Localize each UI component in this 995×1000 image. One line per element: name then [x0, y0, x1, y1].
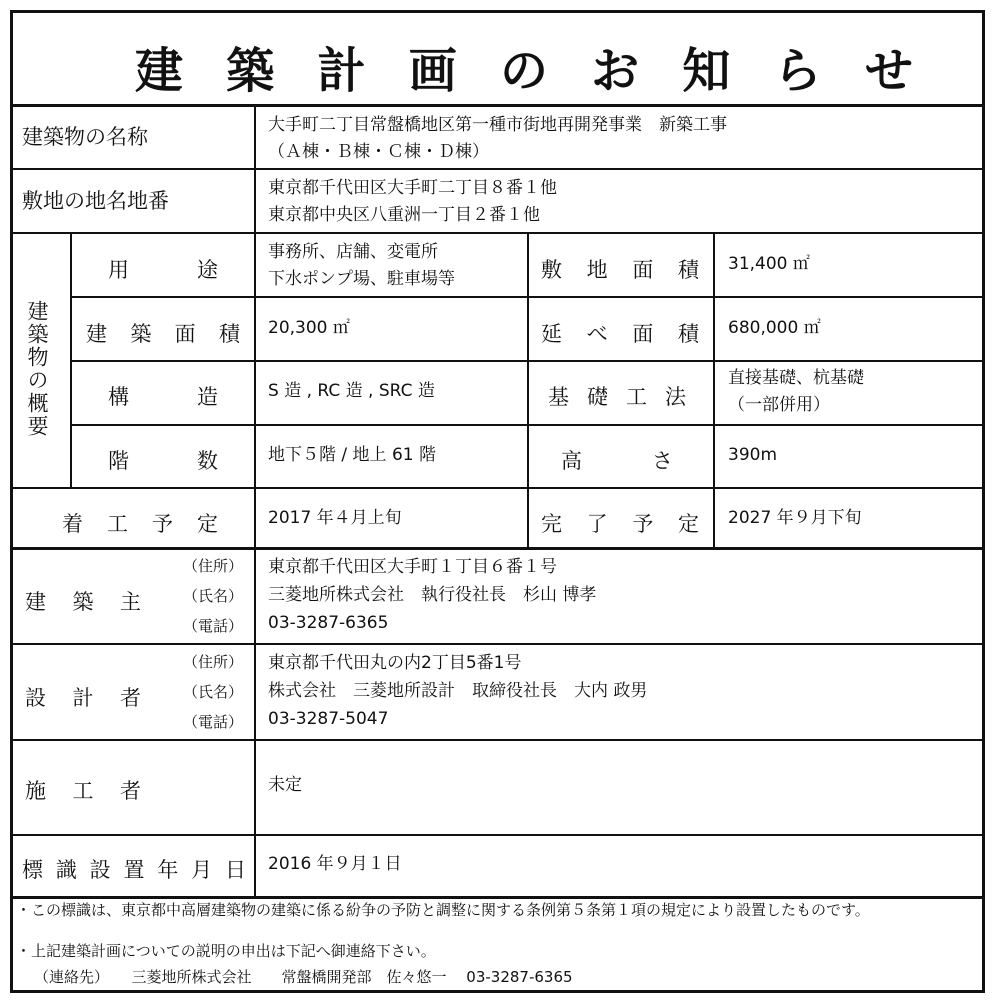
site-area-value: 31,400 ㎡: [728, 254, 810, 274]
site-area-label-char: 積: [677, 258, 699, 282]
note-2: ・上記建築計画についての説明の申出は下記へ御連絡下さい。: [16, 942, 436, 960]
floors-label: [108, 445, 218, 475]
foundation-value-line1: 直接基礎、杭基礎: [728, 368, 864, 388]
page-title: [135, 32, 913, 101]
total-floor-area-label-char: べ: [586, 322, 608, 346]
use-label-char: 用: [108, 258, 129, 282]
site-address-label: 敷地の地名地番: [22, 189, 169, 213]
owner-label: [25, 586, 141, 616]
page-title-char: の: [499, 43, 548, 99]
designer-label-char: 者: [120, 686, 141, 710]
page-title-char: ら: [773, 43, 822, 99]
page-title-char: 画: [408, 43, 457, 99]
contractor-value: 未定: [268, 775, 302, 795]
end-schedule-label-char: 予: [632, 512, 654, 536]
building-area-value: 20,300 ㎡: [268, 318, 350, 338]
building-name-value-line1: 大手町二丁目常盤橋地区第一種市街地再開発事業 新築工事: [268, 115, 727, 135]
foundation-label-char: 礎: [587, 385, 608, 409]
divider: [10, 547, 985, 550]
start-schedule-label-char: 工: [107, 512, 128, 536]
end-schedule-value: 2027 年９月下旬: [728, 508, 862, 528]
use-value-line1: 事務所、店舗、変電所: [268, 242, 438, 262]
divider: [254, 104, 256, 896]
total-floor-area-label: [541, 318, 699, 348]
end-schedule-label: [541, 508, 699, 538]
sign-date-label-char: 標: [22, 858, 43, 882]
sign-date-label-char: 年: [157, 858, 179, 882]
end-schedule-label-char: 完: [541, 512, 562, 536]
sign-date-label-char: 置: [123, 858, 145, 882]
sign-date-label-char: 月: [191, 858, 213, 882]
height-value: 390m: [728, 445, 778, 465]
height-label-char: さ: [652, 449, 673, 473]
designer-phone: 03-3287-5047: [268, 709, 389, 729]
site-area-label-char: 面: [632, 258, 654, 282]
designer-name-tag: （氏名）: [183, 683, 244, 701]
overview-section-label: 建築物の概要: [25, 300, 49, 438]
contractor-label-char: 者: [120, 779, 141, 803]
structure-label-char: 構: [108, 385, 129, 409]
designer-label: [25, 682, 141, 712]
divider: [713, 232, 715, 547]
site-area-label-char: 地: [586, 258, 608, 282]
start-schedule-value: 2017 年４月上旬: [268, 508, 402, 528]
divider: [527, 232, 529, 547]
building-area-label: [86, 318, 240, 348]
divider: [10, 896, 985, 899]
sign-date-label-char: 識: [55, 858, 77, 882]
building-area-label-char: 築: [130, 322, 152, 346]
designer-address: 東京都千代田丸の内2丁目5番1号: [268, 653, 522, 673]
divider: [10, 643, 985, 645]
foundation-label-char: 工: [626, 385, 647, 409]
start-schedule-label: [62, 508, 218, 538]
foundation-label-char: 法: [665, 385, 686, 409]
end-schedule-label-char: 了: [586, 512, 608, 536]
use-label: [108, 254, 218, 284]
height-label: [561, 445, 673, 475]
building-area-label-char: 面: [174, 322, 196, 346]
use-label-char: 途: [197, 258, 218, 282]
site-address-value-line2: 東京都中央区八重洲一丁目２番１他: [268, 205, 540, 225]
building-name-label: 建築物の名称: [22, 125, 148, 149]
building-area-label-char: 積: [218, 322, 240, 346]
owner-phone: 03-3287-6365: [268, 613, 389, 633]
owner-name-tag: （氏名）: [183, 587, 244, 605]
divider: [10, 739, 985, 741]
owner-phone-tag: （電話）: [183, 617, 244, 635]
foundation-label: [548, 381, 686, 411]
divider: [10, 168, 985, 170]
site-area-label-char: 敷: [541, 258, 562, 282]
sign-date-value: 2016 年９月１日: [268, 854, 402, 874]
notice-board: [10, 10, 985, 993]
page-title-char: 建: [135, 43, 184, 99]
structure-value: S 造 , RC 造 , SRC 造: [268, 381, 435, 401]
structure-label-char: 造: [197, 385, 218, 409]
floors-value: 地下５階 / 地上 61 階: [268, 445, 436, 465]
owner-label-char: 建: [25, 590, 46, 614]
start-schedule-label-char: 定: [197, 512, 218, 536]
total-floor-area-label-char: 積: [677, 322, 699, 346]
page-title-char: 築: [226, 43, 275, 99]
structure-label: [108, 381, 218, 411]
owner-name: 三菱地所株式会社 執行役社長 杉山 博孝: [268, 585, 597, 605]
sign-date-label-char: 設: [89, 858, 111, 882]
foundation-value-line2: （一部併用）: [728, 395, 830, 415]
page-title-char: せ: [864, 43, 913, 99]
contact-line: （連絡先） 三菱地所株式会社 常盤橋開発部 佐々悠一 03-3287-6365: [34, 968, 573, 986]
start-schedule-label-char: 着: [62, 512, 83, 536]
start-schedule-label-char: 予: [152, 512, 173, 536]
building-name-value-line2: （Ａ棟・Ｂ棟・Ｃ棟・Ｄ棟）: [268, 142, 489, 162]
page-title-char: 知: [682, 43, 731, 99]
building-area-label-char: 建: [86, 322, 107, 346]
owner-address-tag: （住所）: [183, 557, 244, 575]
total-floor-area-label-char: 面: [632, 322, 654, 346]
designer-label-char: 設: [25, 686, 46, 710]
divider: [10, 834, 985, 836]
contractor-label-char: 施: [25, 779, 46, 803]
sign-date-label-char: 日: [224, 858, 246, 882]
floors-label-char: 数: [197, 449, 218, 473]
foundation-label-char: 基: [548, 385, 569, 409]
designer-label-char: 計: [72, 686, 94, 710]
site-address-value-line1: 東京都千代田区大手町二丁目８番１他: [268, 178, 557, 198]
site-area-label: [541, 254, 699, 284]
owner-label-char: 主: [120, 590, 141, 614]
divider: [10, 232, 985, 234]
divider: [70, 232, 72, 487]
owner-address: 東京都千代田区大手町１丁目６番１号: [268, 557, 557, 577]
end-schedule-label-char: 定: [677, 512, 699, 536]
contractor-label: [25, 775, 141, 805]
page-title-char: 計: [317, 43, 366, 99]
designer-address-tag: （住所）: [183, 653, 244, 671]
designer-name: 株式会社 三菱地所設計 取締役社長 大内 政男: [268, 681, 648, 701]
floors-label-char: 階: [108, 449, 129, 473]
page-title-char: お: [591, 43, 640, 99]
height-label-char: 高: [561, 449, 582, 473]
divider: [10, 487, 985, 489]
use-value-line2: 下水ポンプ場、駐車場等: [268, 269, 455, 289]
sign-date-label: [22, 854, 246, 884]
divider: [10, 104, 985, 107]
total-floor-area-value: 680,000 ㎡: [728, 318, 821, 338]
note-1: ・この標識は、東京都中高層建築物の建築に係る紛争の予防と調整に関する条例第５条第１項の規定により設置したものです。: [16, 901, 870, 919]
contractor-label-char: 工: [72, 779, 94, 803]
designer-phone-tag: （電話）: [183, 713, 244, 731]
total-floor-area-label-char: 延: [541, 322, 562, 346]
owner-label-char: 築: [72, 590, 94, 614]
